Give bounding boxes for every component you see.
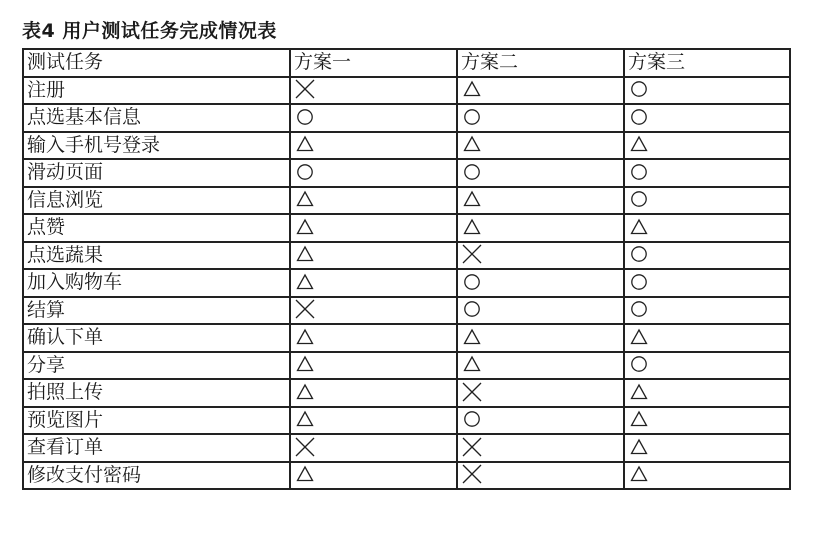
circle-icon <box>461 106 483 128</box>
triangle-icon <box>294 243 316 265</box>
task-name-cell: 查看订单 <box>23 434 290 462</box>
triangle-icon <box>461 78 483 100</box>
plan-2-result-cell <box>457 297 624 325</box>
header-plan-3: 方案三 <box>624 49 790 77</box>
circle-icon <box>461 298 483 320</box>
triangle-icon <box>294 133 316 155</box>
table-row <box>23 104 790 132</box>
cross-icon <box>461 243 483 265</box>
plan-3-result-cell <box>624 242 790 270</box>
plan-1-result-cell <box>290 242 457 270</box>
triangle-icon <box>628 381 650 403</box>
plan-1-result-cell <box>290 297 457 325</box>
circle-icon <box>628 243 650 265</box>
task-name-cell: 加入购物车 <box>23 269 290 297</box>
table-row <box>23 214 790 242</box>
plan-1-result-cell <box>290 324 457 352</box>
plan-1-result-cell <box>290 104 457 132</box>
triangle-icon <box>294 353 316 375</box>
circle-icon <box>294 161 316 183</box>
circle-icon <box>461 161 483 183</box>
plan-1-result-cell <box>290 132 457 160</box>
circle-icon <box>628 188 650 210</box>
plan-2-result-cell <box>457 324 624 352</box>
header-row <box>23 49 790 77</box>
circle-icon <box>628 106 650 128</box>
circle-icon <box>294 106 316 128</box>
triangle-icon <box>628 408 650 430</box>
task-name-cell: 注册 <box>23 77 290 105</box>
table-row <box>23 379 790 407</box>
task-name-cell: 信息浏览 <box>23 187 290 215</box>
triangle-icon <box>628 133 650 155</box>
plan-2-result-cell <box>457 77 624 105</box>
plan-3-result-cell <box>624 187 790 215</box>
table-body <box>23 77 790 490</box>
plan-2-result-cell <box>457 214 624 242</box>
cross-icon <box>294 78 316 100</box>
circle-icon <box>461 408 483 430</box>
triangle-icon <box>628 326 650 348</box>
plan-2-result-cell <box>457 242 624 270</box>
table-row <box>23 269 790 297</box>
plan-3-result-cell <box>624 407 790 435</box>
plan-3-result-cell <box>624 104 790 132</box>
task-name-cell: 修改支付密码 <box>23 462 290 490</box>
plan-1-result-cell <box>290 407 457 435</box>
plan-2-result-cell <box>457 462 624 490</box>
triangle-icon <box>461 133 483 155</box>
cross-icon <box>294 298 316 320</box>
plan-3-result-cell <box>624 462 790 490</box>
task-name-cell: 点选蔬果 <box>23 242 290 270</box>
plan-3-result-cell <box>624 352 790 380</box>
plan-1-result-cell <box>290 214 457 242</box>
plan-3-result-cell <box>624 159 790 187</box>
plan-3-result-cell <box>624 434 790 462</box>
plan-1-result-cell <box>290 77 457 105</box>
triangle-icon <box>461 353 483 375</box>
plan-1-result-cell <box>290 159 457 187</box>
circle-icon <box>628 271 650 293</box>
plan-1-result-cell <box>290 352 457 380</box>
plan-3-result-cell <box>624 214 790 242</box>
plan-2-result-cell <box>457 104 624 132</box>
cross-icon <box>461 436 483 458</box>
triangle-icon <box>294 216 316 238</box>
plan-1-result-cell <box>290 462 457 490</box>
circle-icon <box>628 298 650 320</box>
plan-2-result-cell <box>457 159 624 187</box>
plan-3-result-cell <box>624 77 790 105</box>
plan-2-result-cell <box>457 352 624 380</box>
plan-1-result-cell <box>290 379 457 407</box>
plan-3-result-cell <box>624 379 790 407</box>
circle-icon <box>461 271 483 293</box>
header-task: 测试任务 <box>23 49 290 77</box>
table-row <box>23 462 790 490</box>
table-row <box>23 352 790 380</box>
table-row <box>23 242 790 270</box>
plan-1-result-cell <box>290 269 457 297</box>
plan-2-result-cell <box>457 407 624 435</box>
plan-2-result-cell <box>457 379 624 407</box>
plan-2-result-cell <box>457 132 624 160</box>
task-name-cell: 分享 <box>23 352 290 380</box>
triangle-icon <box>294 408 316 430</box>
header-plan-1: 方案一 <box>290 49 457 77</box>
table-row <box>23 187 790 215</box>
task-name-cell: 确认下单 <box>23 324 290 352</box>
header-plan-2: 方案二 <box>457 49 624 77</box>
triangle-icon <box>628 436 650 458</box>
triangle-icon <box>461 188 483 210</box>
table-row <box>23 407 790 435</box>
table-caption: 表4 用户测试任务完成情况表 <box>22 20 277 42</box>
table-row <box>23 324 790 352</box>
triangle-icon <box>294 326 316 348</box>
circle-icon <box>628 161 650 183</box>
cross-icon <box>294 436 316 458</box>
task-name-cell: 点赞 <box>23 214 290 242</box>
plan-2-result-cell <box>457 187 624 215</box>
triangle-icon <box>628 216 650 238</box>
task-name-cell: 滑动页面 <box>23 159 290 187</box>
triangle-icon <box>294 463 316 485</box>
triangle-icon <box>294 188 316 210</box>
cross-icon <box>461 463 483 485</box>
triangle-icon <box>294 271 316 293</box>
task-name-cell: 结算 <box>23 297 290 325</box>
task-name-cell: 拍照上传 <box>23 379 290 407</box>
triangle-icon <box>294 381 316 403</box>
plan-3-result-cell <box>624 132 790 160</box>
task-name-cell: 点选基本信息 <box>23 104 290 132</box>
table-row <box>23 132 790 160</box>
plan-2-result-cell <box>457 269 624 297</box>
plan-3-result-cell <box>624 269 790 297</box>
triangle-icon <box>461 216 483 238</box>
triangle-icon <box>628 463 650 485</box>
table-row <box>23 159 790 187</box>
task-name-cell: 预览图片 <box>23 407 290 435</box>
circle-icon <box>628 353 650 375</box>
plan-1-result-cell <box>290 434 457 462</box>
plan-1-result-cell <box>290 187 457 215</box>
cross-icon <box>461 381 483 403</box>
circle-icon <box>628 78 650 100</box>
plan-3-result-cell <box>624 324 790 352</box>
plan-2-result-cell <box>457 434 624 462</box>
table-row <box>23 297 790 325</box>
task-completion-table <box>22 48 791 490</box>
task-name-cell: 输入手机号登录 <box>23 132 290 160</box>
triangle-icon <box>461 326 483 348</box>
table-row <box>23 77 790 105</box>
plan-3-result-cell <box>624 297 790 325</box>
table-row <box>23 434 790 462</box>
